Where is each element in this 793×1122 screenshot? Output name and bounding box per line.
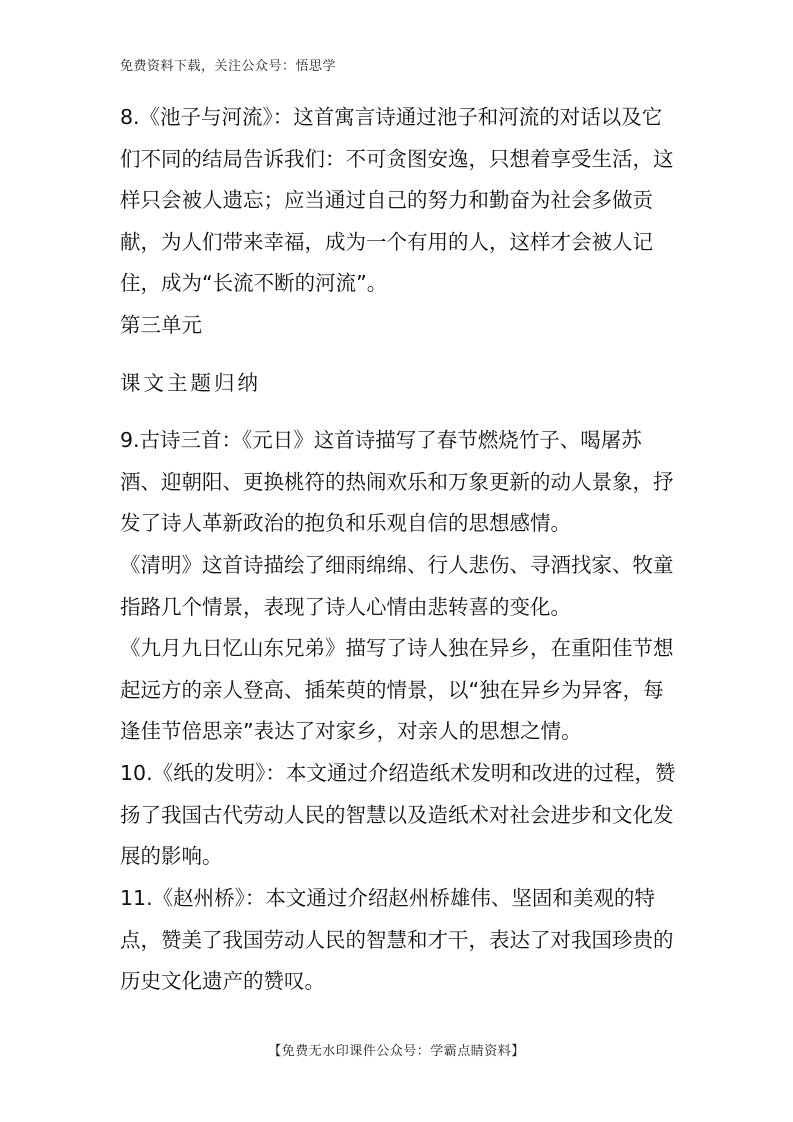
paragraph-zhaozhou-bridge: 11.《赵州桥》：本文通过介绍赵州桥雄伟、坚固和美观的特点，赞美了我国劳动人民的智慧和才干，表达了对我国珍贵的历史文化遗产的赞叹。 [120, 886, 674, 993]
header-note: 免费资料下载，关注公众号：悟思学 [120, 59, 337, 74]
paragraph-jiuyue: 《九月九日忆山东兄弟》描写了诗人独在异乡，在重阳佳节想起远方的亲人登高、插茱萸的情景，以“独在异乡为异客，每逢佳节倍思亲”表达了对家乡，对亲人的思想之情。 [120, 636, 674, 743]
footer-note: 【免费无水印课件公众号：学霸点睛资料】 [268, 1044, 525, 1059]
unit-subtitle: 课文主题归纳 [120, 371, 261, 395]
paragraph-pond-and-river: 8.《池子与河流》：这首寓言诗通过池子和河流的对话以及它们不同的结局告诉我们：不可贪图安逸，只想着享受生活，这样只会被人遗忘；应当通过自己的努力和勤奋为社会多做贡献，为人们带来幸福，成为一个有用的人，这样才会被人记住，成为“长流不断的河流”。 [120, 105, 674, 295]
paragraph-yuanri: 9.古诗三首：《元日》这首诗描写了春节燃烧竹子、喝屠苏酒、迎朝阳、更换桃符的热闹欢乐和万象更新的动人景象，抒发了诗人革新政治的抱负和乐观自信的思想感情。 [120, 428, 674, 535]
paragraph-paper-invention: 10.《纸的发明》：本文通过介绍造纸术发明和改进的过程，赞扬了我国古代劳动人民的智慧以及造纸术对社会进步和文化发展的影响。 [120, 761, 676, 868]
unit-title: 第三单元 [120, 313, 202, 337]
paragraph-qingming: 《清明》这首诗描绘了细雨绵绵、行人悲伤、寻酒找家、牧童指路几个情景，表现了诗人心情由悲转喜的变化。 [120, 553, 674, 619]
